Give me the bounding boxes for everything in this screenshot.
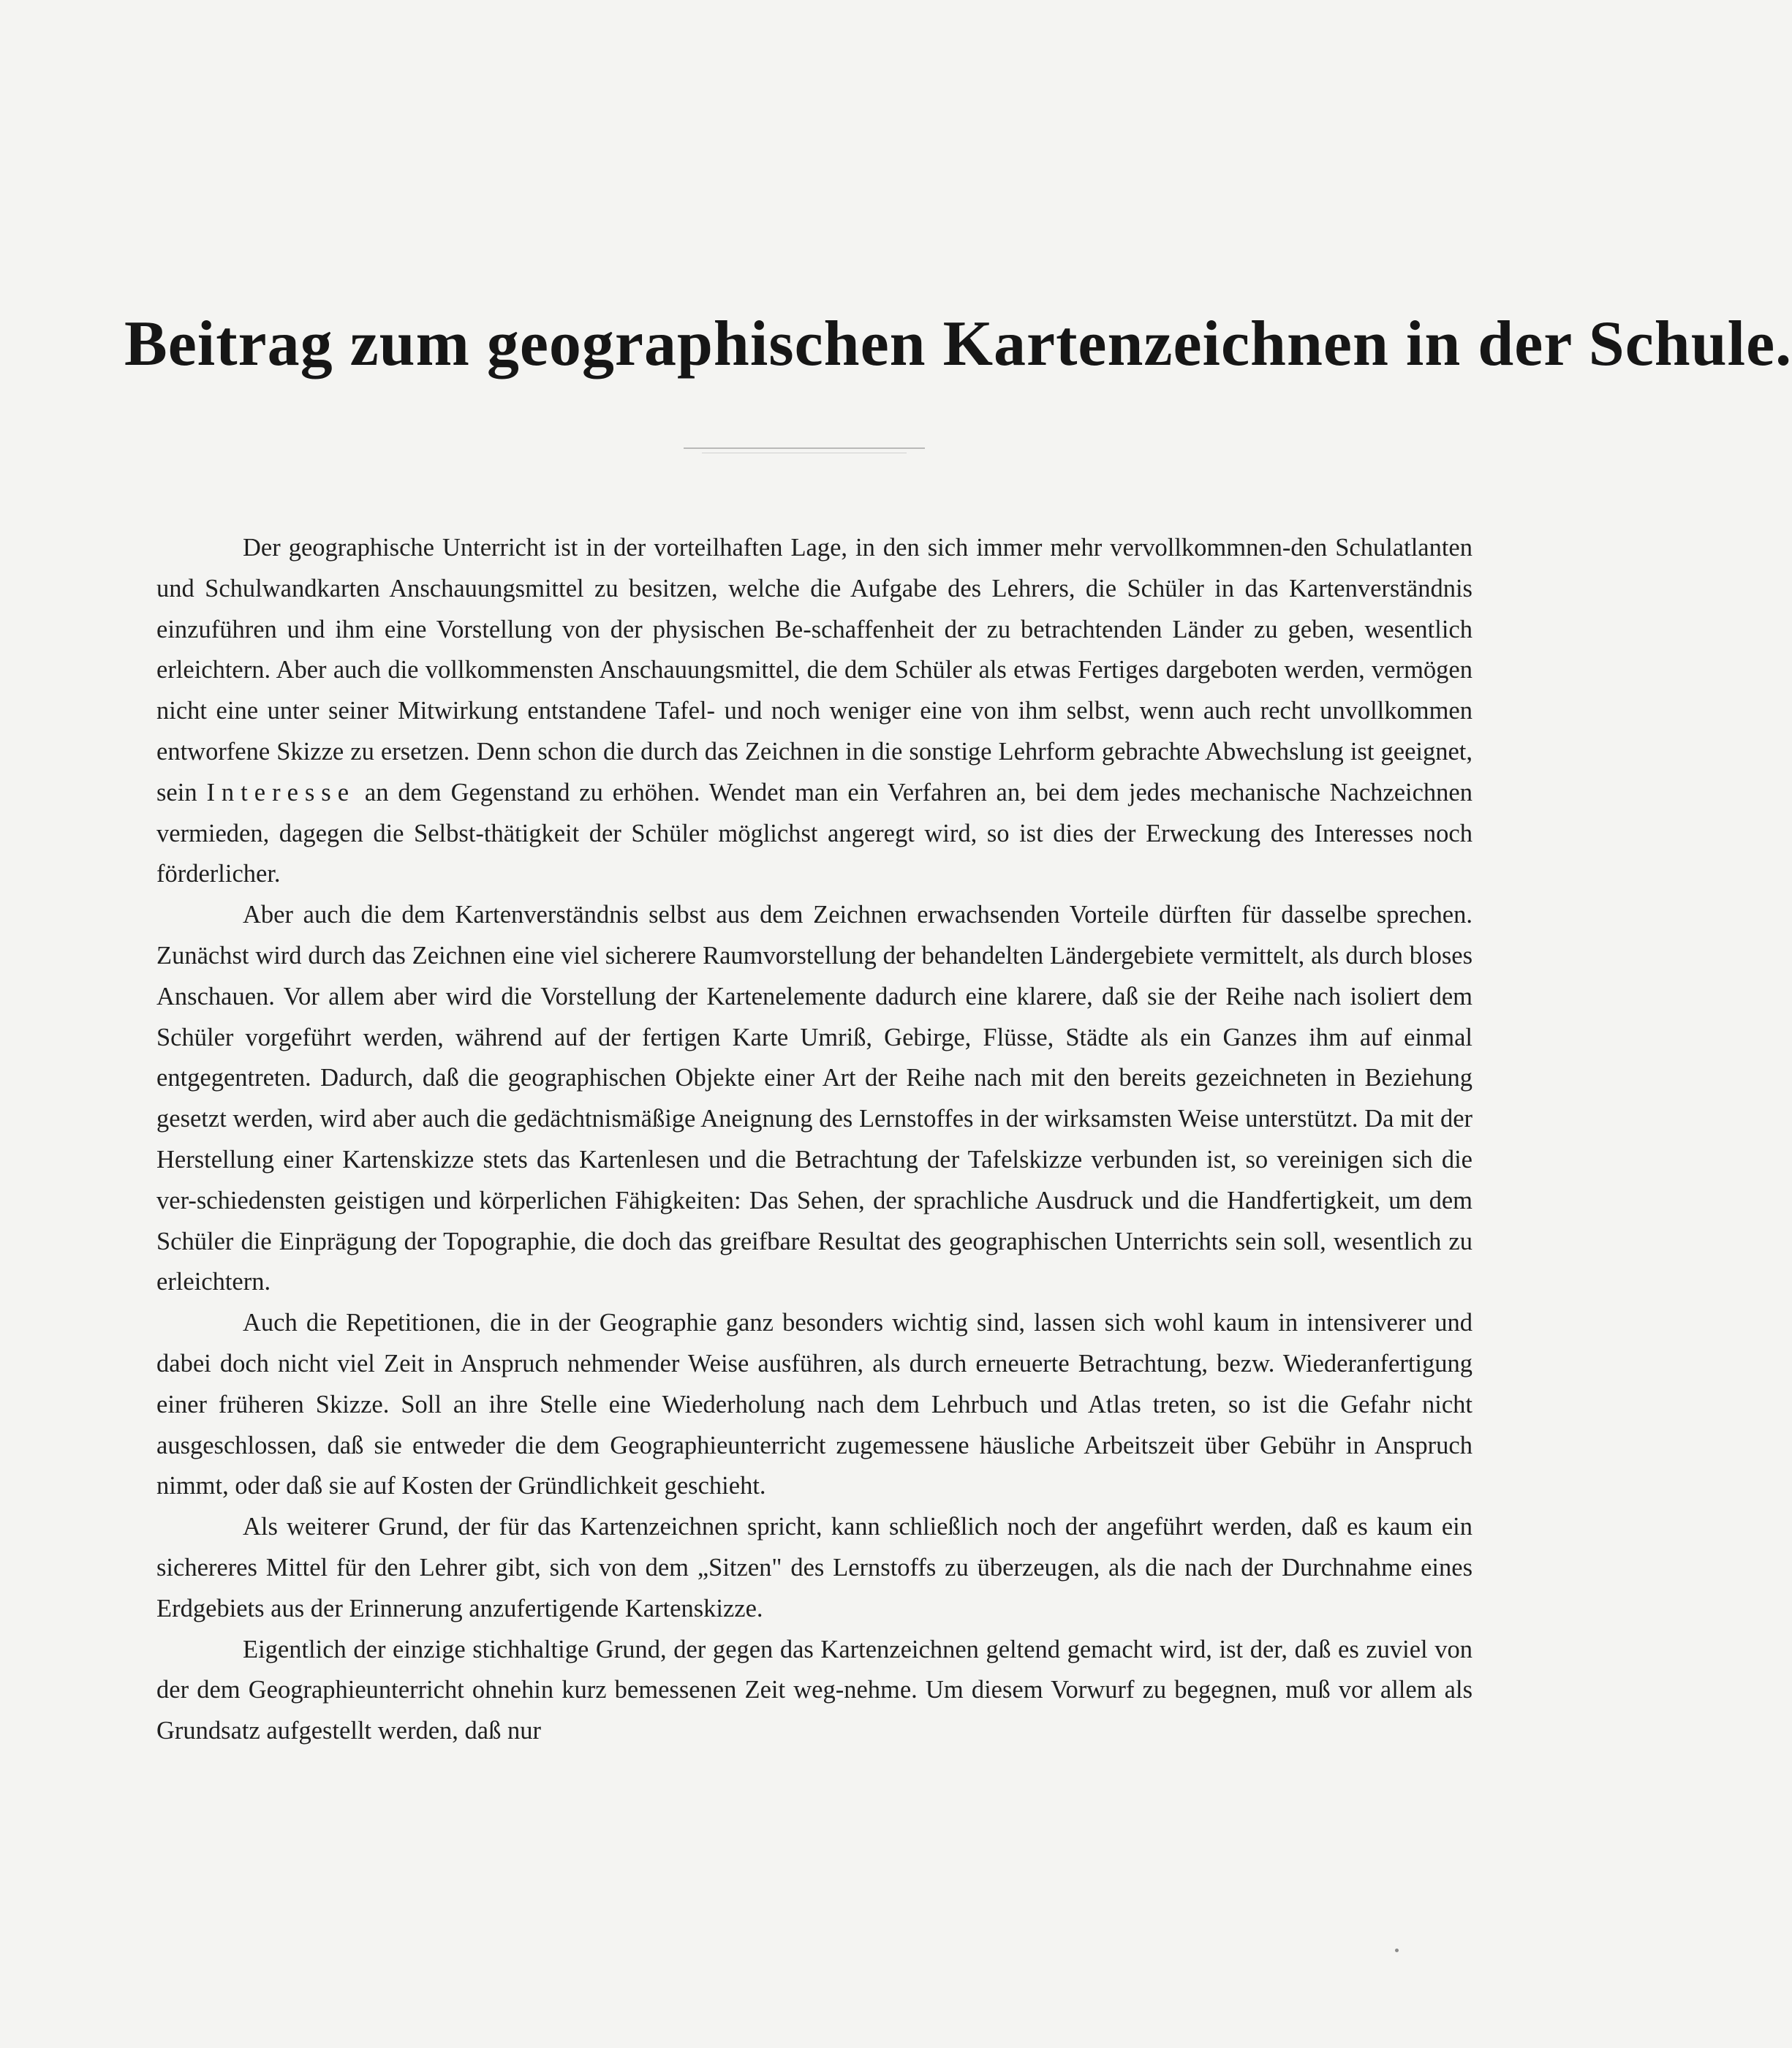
paragraph-1 <box>156 528 1472 895</box>
article-body <box>156 528 1472 1752</box>
print-speck <box>1395 1949 1399 1952</box>
title-divider <box>684 447 925 449</box>
paragraph-5: Eigentlich der einzige stichhaltige Grund, der gegen das Kartenzeichnen geltend gemacht wird, ist der, daß es zuviel von der dem Geographieunterricht ohnehin kurz bemessenen Zeit weg-nehme. Um diesem Vorwurf zu begegnen, muß vor allem als Grundsatz aufgestellt werden, daß nur <box>156 1635 1472 1745</box>
page-title: Beitrag zum geographischen Kartenzeichnen in der Schule. <box>124 309 1792 379</box>
emphasis-interesse: Interesse <box>206 778 356 806</box>
paragraph-4: Als weiterer Grund, der für das Kartenzeichnen spricht, kann schließlich noch der angeführt werden, daß es kaum ein sichereres Mittel für den Lehrer gibt, sich von dem „Sitzen" des Lernstoffs zu überzeugen, als die nach der Durchnahme eines Erdgebiets aus der Erinnerung anzufertigende Kartenskizze. <box>156 1513 1472 1622</box>
paragraph-3: Auch die Repetitionen, die in der Geographie ganz besonders wichtig sind, lassen sich wohl kaum in intensiverer und dabei doch nicht viel Zeit in Anspruch nehmender Weise ausführen, als durch erneuerte Betrachtung, bezw. Wiederanfertigung einer früheren Skizze. Soll an ihre Stelle eine Wiederholung nach dem Lehrbuch und Atlas treten, so ist die Gefahr nicht ausgeschlossen, daß sie entweder die dem Geographieunterricht zugemessene häusliche Arbeitszeit über Gebühr in Anspruch nimmt, oder daß sie auf Kosten der Gründlichkeit geschieht. <box>156 1309 1472 1500</box>
paragraph-1-text-before: Der geographische Unterricht ist in der vorteilhaften Lage, in den sich immer mehr vervollkommnen-den Schulatlanten und Schulwandkarten Anschauungsmittel zu besitzen, welche die Aufgabe des Lehrers, die Schüler in das Kartenverständnis einzuführen und ihm eine Vorstellung von der physischen Be-schaffenheit der zu betrachtenden Länder zu geben, wesentlich erleichtern. Aber auch die vollkommensten Anschauungsmittel, die dem Schüler als etwas Fertiges dargeboten werden, vermögen nicht eine unter seiner Mitwirkung entstandene Tafel- und noch weniger eine von ihm selbst, wenn auch recht unvollkommen entworfene Skizze zu ersetzen. Denn schon die durch das Zeichnen in die sonstige Lehrform gebrachte Abwechslung ist geeignet, sein <box>156 534 1472 806</box>
paragraph-2: Aber auch die dem Kartenverständnis selbst aus dem Zeichnen erwachsenden Vorteile dürften für dasselbe sprechen. Zunächst wird durch das Zeichnen eine viel sicherere Raumvorstellung der behandelten Ländergebiete vermittelt, als durch bloses Anschauen. Vor allem aber wird die Vorstellung der Kartenelemente dadurch eine klarere, daß sie der Reihe nach isoliert dem Schüler vorgeführt werden, während auf der fertigen Karte Umriß, Gebirge, Flüsse, Städte als ein Ganzes ihm auf einmal entgegentreten. Dadurch, daß die geographischen Objekte einer Art der Reihe nach mit den bereits gezeichneten in Beziehung gesetzt werden, wird aber auch die gedächtnismäßige Aneignung des Lernstoffes in der wirksamsten Weise unterstützt. Da mit der Herstellung einer Kartenskizze stets das Kartenlesen und die Betrachtung der Tafelskizze verbunden ist, so vereinigen sich die ver-schiedensten geistigen und körperlichen Fähigkeiten: Das Sehen, der sprachliche Ausdruck und die Handfertigkeit, um dem Schüler die Einprägung der Topographie, die doch das greifbare Resultat des geographischen Unterrichts sein soll, wesentlich zu erleichtern. <box>156 901 1472 1296</box>
paragraph-1-text-after: an dem Gegenstand zu erhöhen. Wendet man ein Verfahren an, bei dem jedes mechanische Nachzeichnen vermieden, dagegen die Selbst-thätigkeit der Schüler möglichst angeregt wird, so ist dies der Erweckung des Interesses noch förderlicher. <box>156 778 1472 888</box>
